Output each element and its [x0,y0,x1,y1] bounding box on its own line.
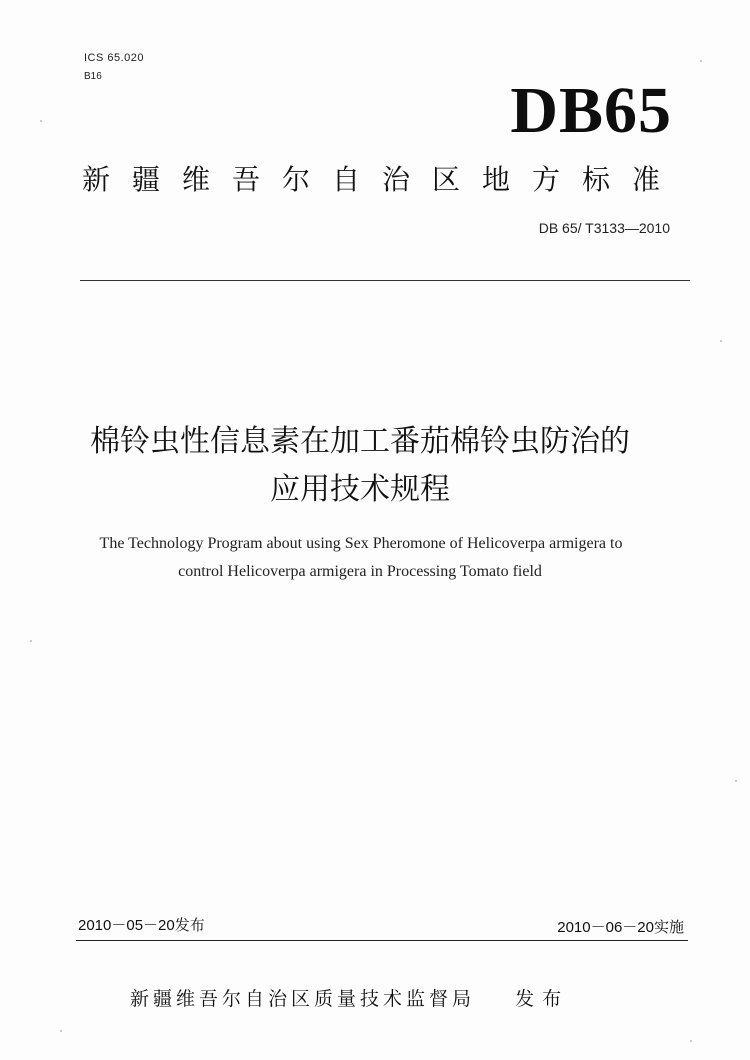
standard-code: DB 65/ T3133—2010 [538,220,670,236]
title-english-line-2: control Helicoverpa armigera in Processing Tomato field [178,563,542,580]
issuer-organization: 新疆维吾尔自治区质量技术监督局 [130,988,476,1010]
standard-type-heading: 新疆维吾尔自治区地方标准 [82,163,683,196]
title-english [0,530,750,586]
scan-speck [30,640,32,642]
implement-date: 2010－06－20实施 [557,919,684,936]
scan-speck [735,780,737,782]
title-chinese-line-1: 棉铃虫性信息素在加工番茄棉铃虫防治的 [90,424,630,459]
title-chinese [0,418,750,514]
scan-speck [690,1040,692,1042]
db65-logo: DB65 [510,74,672,147]
scan-speck [40,120,42,122]
top-divider [80,280,690,281]
scan-speck [700,60,702,62]
issuer-line [130,984,569,1011]
bottom-divider [76,940,688,941]
ics-code: ICS 65.020 [84,52,145,64]
title-english-line-1: The Technology Program about using Sex Pheromone of Helicoverpa armigera to [99,535,623,552]
scan-speck [720,340,722,342]
release-date: 2010－05－20发布 [78,917,205,934]
scan-speck [60,1030,62,1032]
issue-label: 发布 [515,988,570,1010]
category-code: B16 [84,71,102,82]
title-chinese-line-2: 应用技术规程 [270,472,450,507]
